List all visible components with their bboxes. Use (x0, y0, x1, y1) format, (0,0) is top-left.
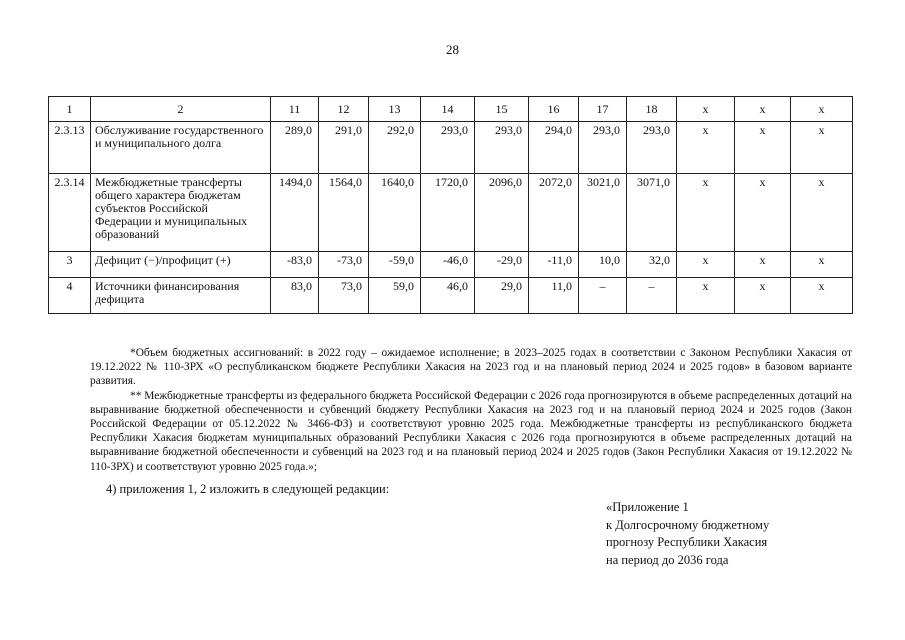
row-name: Дефицит (−)/профицит (+) (91, 252, 271, 278)
value-cell: 292,0 (369, 122, 421, 174)
header-cell: 11 (271, 97, 319, 122)
footnote-2: ** Межбюджетные трансферты из федерального бюджета Российской Федерации с 2026 года прогнозируются в объеме распределенных дотаций на выравнивание бюджетной обеспеченности и субвенций бюджету Республики Хакасия на 2023 год и на плановый период 2024 и 2025 годов (Закон Российской Федерации от 05.12.2022 № 3466-ФЗ) и соответствуют уровню 2025 года. Межбюджетные трансферты из республиканского бюджета Республики Хакасия бюджетам муниципальных образований Республики Хакасия с 2026 года прогнозируются в объеме распределенных дотаций на выравнивание бюджетной обеспеченности и субвенций на 2023 год и на плановый период 2024 и 2025 годов (Закон Республики Хакасия от 19.12.2022 № 110-ЗРХ) и соответствуют уровню 2025 года.»; (90, 389, 852, 473)
table-row (49, 122, 853, 174)
x-cell: x (677, 122, 735, 174)
row-code: 4 (49, 278, 91, 314)
x-cell: x (791, 122, 853, 174)
value-cell: 11,0 (529, 278, 579, 314)
page-number: 28 (446, 42, 459, 57)
header-cell: 13 (369, 97, 421, 122)
appendix-line-2: к Долгосрочному бюджетному (606, 517, 770, 532)
value-cell: 1720,0 (421, 174, 475, 252)
table-row (49, 174, 853, 252)
value-cell: 289,0 (271, 122, 319, 174)
header-cell: 12 (319, 97, 369, 122)
row-name: Источники финансирования дефицита (91, 278, 271, 314)
row-code: 2.3.13 (49, 122, 91, 174)
value-cell: 10,0 (579, 252, 627, 278)
header-cell: 18 (627, 97, 677, 122)
value-cell: 293,0 (421, 122, 475, 174)
row-name: Межбюджетные трансферты общего характера бюджетам субъектов Российской Федерации и муниципальных образований (91, 174, 271, 252)
header-cell: 17 (579, 97, 627, 122)
value-cell: 2096,0 (475, 174, 529, 252)
header-cell: 15 (475, 97, 529, 122)
value-cell: 1494,0 (271, 174, 319, 252)
value-cell: 294,0 (529, 122, 579, 174)
value-cell: 2072,0 (529, 174, 579, 252)
value-cell: 73,0 (319, 278, 369, 314)
value-cell: 3071,0 (627, 174, 677, 252)
value-cell: 46,0 (421, 278, 475, 314)
x-cell: x (735, 278, 791, 314)
value-cell: -29,0 (475, 252, 529, 278)
value-cell: 1564,0 (319, 174, 369, 252)
x-cell: x (791, 278, 853, 314)
value-cell: -11,0 (529, 252, 579, 278)
x-cell: x (735, 122, 791, 174)
value-cell: 32,0 (627, 252, 677, 278)
budget-table (48, 96, 853, 314)
appendix-line-4: на период до 2036 года (606, 552, 729, 567)
table-header-row (49, 97, 853, 122)
value-cell: 293,0 (627, 122, 677, 174)
value-cell: 29,0 (475, 278, 529, 314)
value-cell: – (579, 278, 627, 314)
value-cell: 293,0 (475, 122, 529, 174)
value-cell: -59,0 (369, 252, 421, 278)
footnotes (90, 346, 852, 474)
value-cell: -46,0 (421, 252, 475, 278)
header-cell: x (735, 97, 791, 122)
table-row (49, 252, 853, 278)
row-code: 2.3.14 (49, 174, 91, 252)
value-cell: 293,0 (579, 122, 627, 174)
value-cell: 3021,0 (579, 174, 627, 252)
header-cell: x (791, 97, 853, 122)
value-cell: -83,0 (271, 252, 319, 278)
header-cell: 16 (529, 97, 579, 122)
header-cell: x (677, 97, 735, 122)
table-row (49, 278, 853, 314)
item-4-text: 4) приложения 1, 2 изложить в следующей редакции: (106, 482, 390, 496)
value-cell: – (627, 278, 677, 314)
x-cell: x (735, 252, 791, 278)
x-cell: x (735, 174, 791, 252)
value-cell: 291,0 (319, 122, 369, 174)
row-name: Обслуживание государственного и муниципального долга (91, 122, 271, 174)
appendix-line-3: прогнозу Республики Хакасия (606, 535, 768, 549)
value-cell: 59,0 (369, 278, 421, 314)
x-cell: x (677, 252, 735, 278)
row-code: 3 (49, 252, 91, 278)
x-cell: x (791, 252, 853, 278)
x-cell: x (791, 174, 853, 252)
header-cell: 14 (421, 97, 475, 122)
appendix-heading (606, 499, 769, 569)
value-cell: -73,0 (319, 252, 369, 278)
footnote-1: *Объем бюджетных ассигнований: в 2022 году – ожидаемое исполнение; в 2023–2025 годах в соответствии с Законом Республики Хакасия от 19.12.2022 № 110-ЗРХ «О республиканском бюджете Республики Хакасия на 2023 год и на плановый период 2024 и 2025 годов» в базовом варианте развития. (90, 347, 852, 388)
value-cell: 83,0 (271, 278, 319, 314)
x-cell: x (677, 174, 735, 252)
header-cell: 1 (49, 97, 91, 122)
appendix-line-1: «Приложение 1 (606, 500, 689, 514)
header-cell: 2 (91, 97, 271, 122)
x-cell: x (677, 278, 735, 314)
value-cell: 1640,0 (369, 174, 421, 252)
